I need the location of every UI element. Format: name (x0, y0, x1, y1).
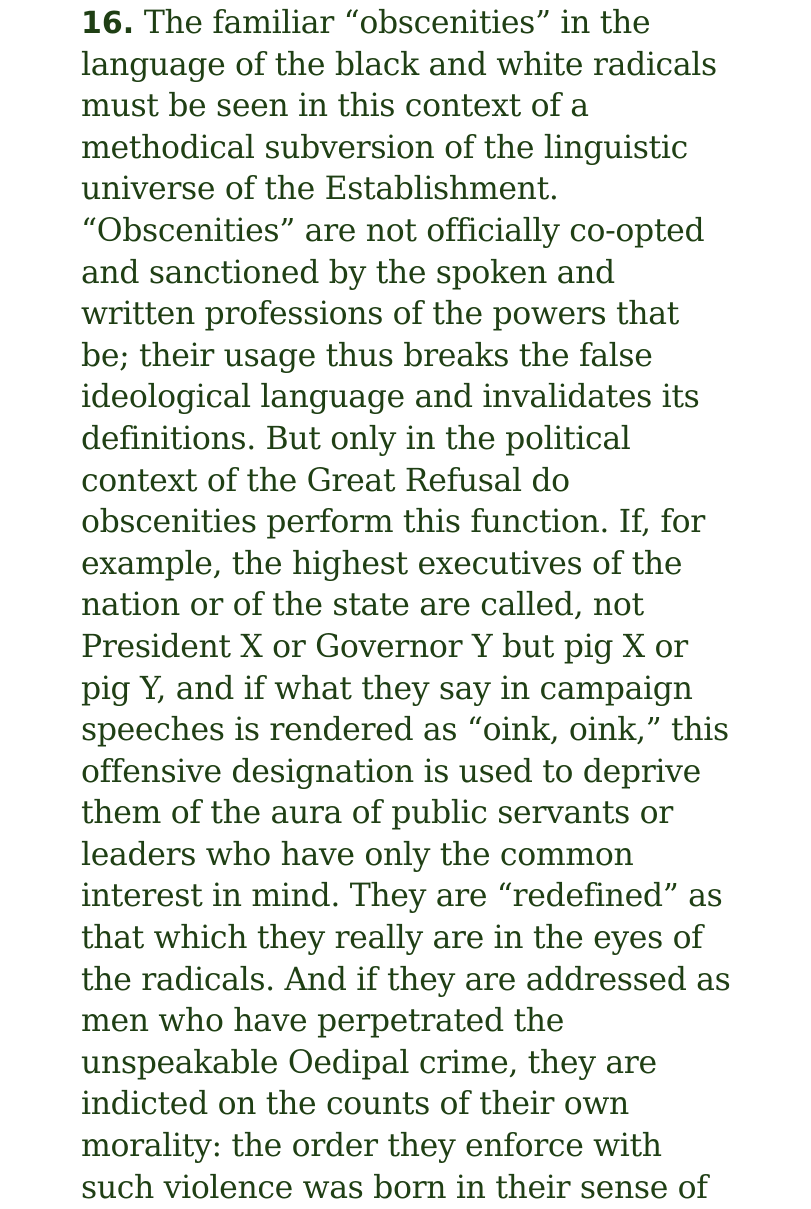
text-line: men who have perpetrated the (81, 1003, 564, 1040)
text-line: example, the highest executives of the (81, 545, 683, 582)
text-line: pig Y, and if what they say in campaign (81, 670, 693, 707)
text-line: such violence was born in their sense of (81, 1169, 708, 1206)
text-line: methodical subversion of the linguistic (81, 129, 688, 166)
text-line: speeches is rendered as “oink, oink,” this (81, 712, 729, 749)
text-line (81, 3, 801, 45)
text-line: the radicals. And if they are addressed as (81, 961, 731, 998)
text-line: morality: the order they enforce with (81, 1128, 662, 1165)
text-line: obscenities perform this function. If, for (81, 504, 705, 541)
paragraph-number: 16. (81, 6, 135, 41)
text-line: interest in mind. They are “redefined” as (81, 878, 723, 915)
text-line-content: The familiar “obscenities” in the (134, 5, 651, 41)
text-line: “Obscenities” are not officially co-opted (81, 212, 705, 249)
text-line: leaders who have only the common (81, 836, 634, 873)
text-line: be; their usage thus breaks the false (81, 337, 653, 374)
text-line: offensive designation is used to deprive (81, 753, 701, 790)
text-line: President X or Governor Y but pig X or (81, 628, 688, 665)
text-line: universe of the Establishment. (81, 171, 559, 208)
text-line: indicted on the counts of their own (81, 1086, 629, 1123)
text-line: ideological language and invalidates its (81, 379, 700, 416)
text-line: definitions. But only in the political (81, 420, 631, 457)
text-line: that which they really are in the eyes of (81, 920, 703, 957)
text-line: them of the aura of public servants or (81, 795, 673, 832)
text-line: language of the black and white radicals (81, 46, 717, 83)
text-line: context of the Great Refusal do (81, 462, 570, 499)
text-line: unspeakable Oedipal crime, they are (81, 1044, 657, 1081)
text-line: and sanctioned by the spoken and (81, 254, 615, 291)
text-line: nation or of the state are called, not (81, 587, 644, 624)
text-line: must be seen in this context of a (81, 88, 589, 125)
text-line: written professions of the powers that (81, 296, 679, 333)
paragraph-16 (81, 3, 801, 1209)
